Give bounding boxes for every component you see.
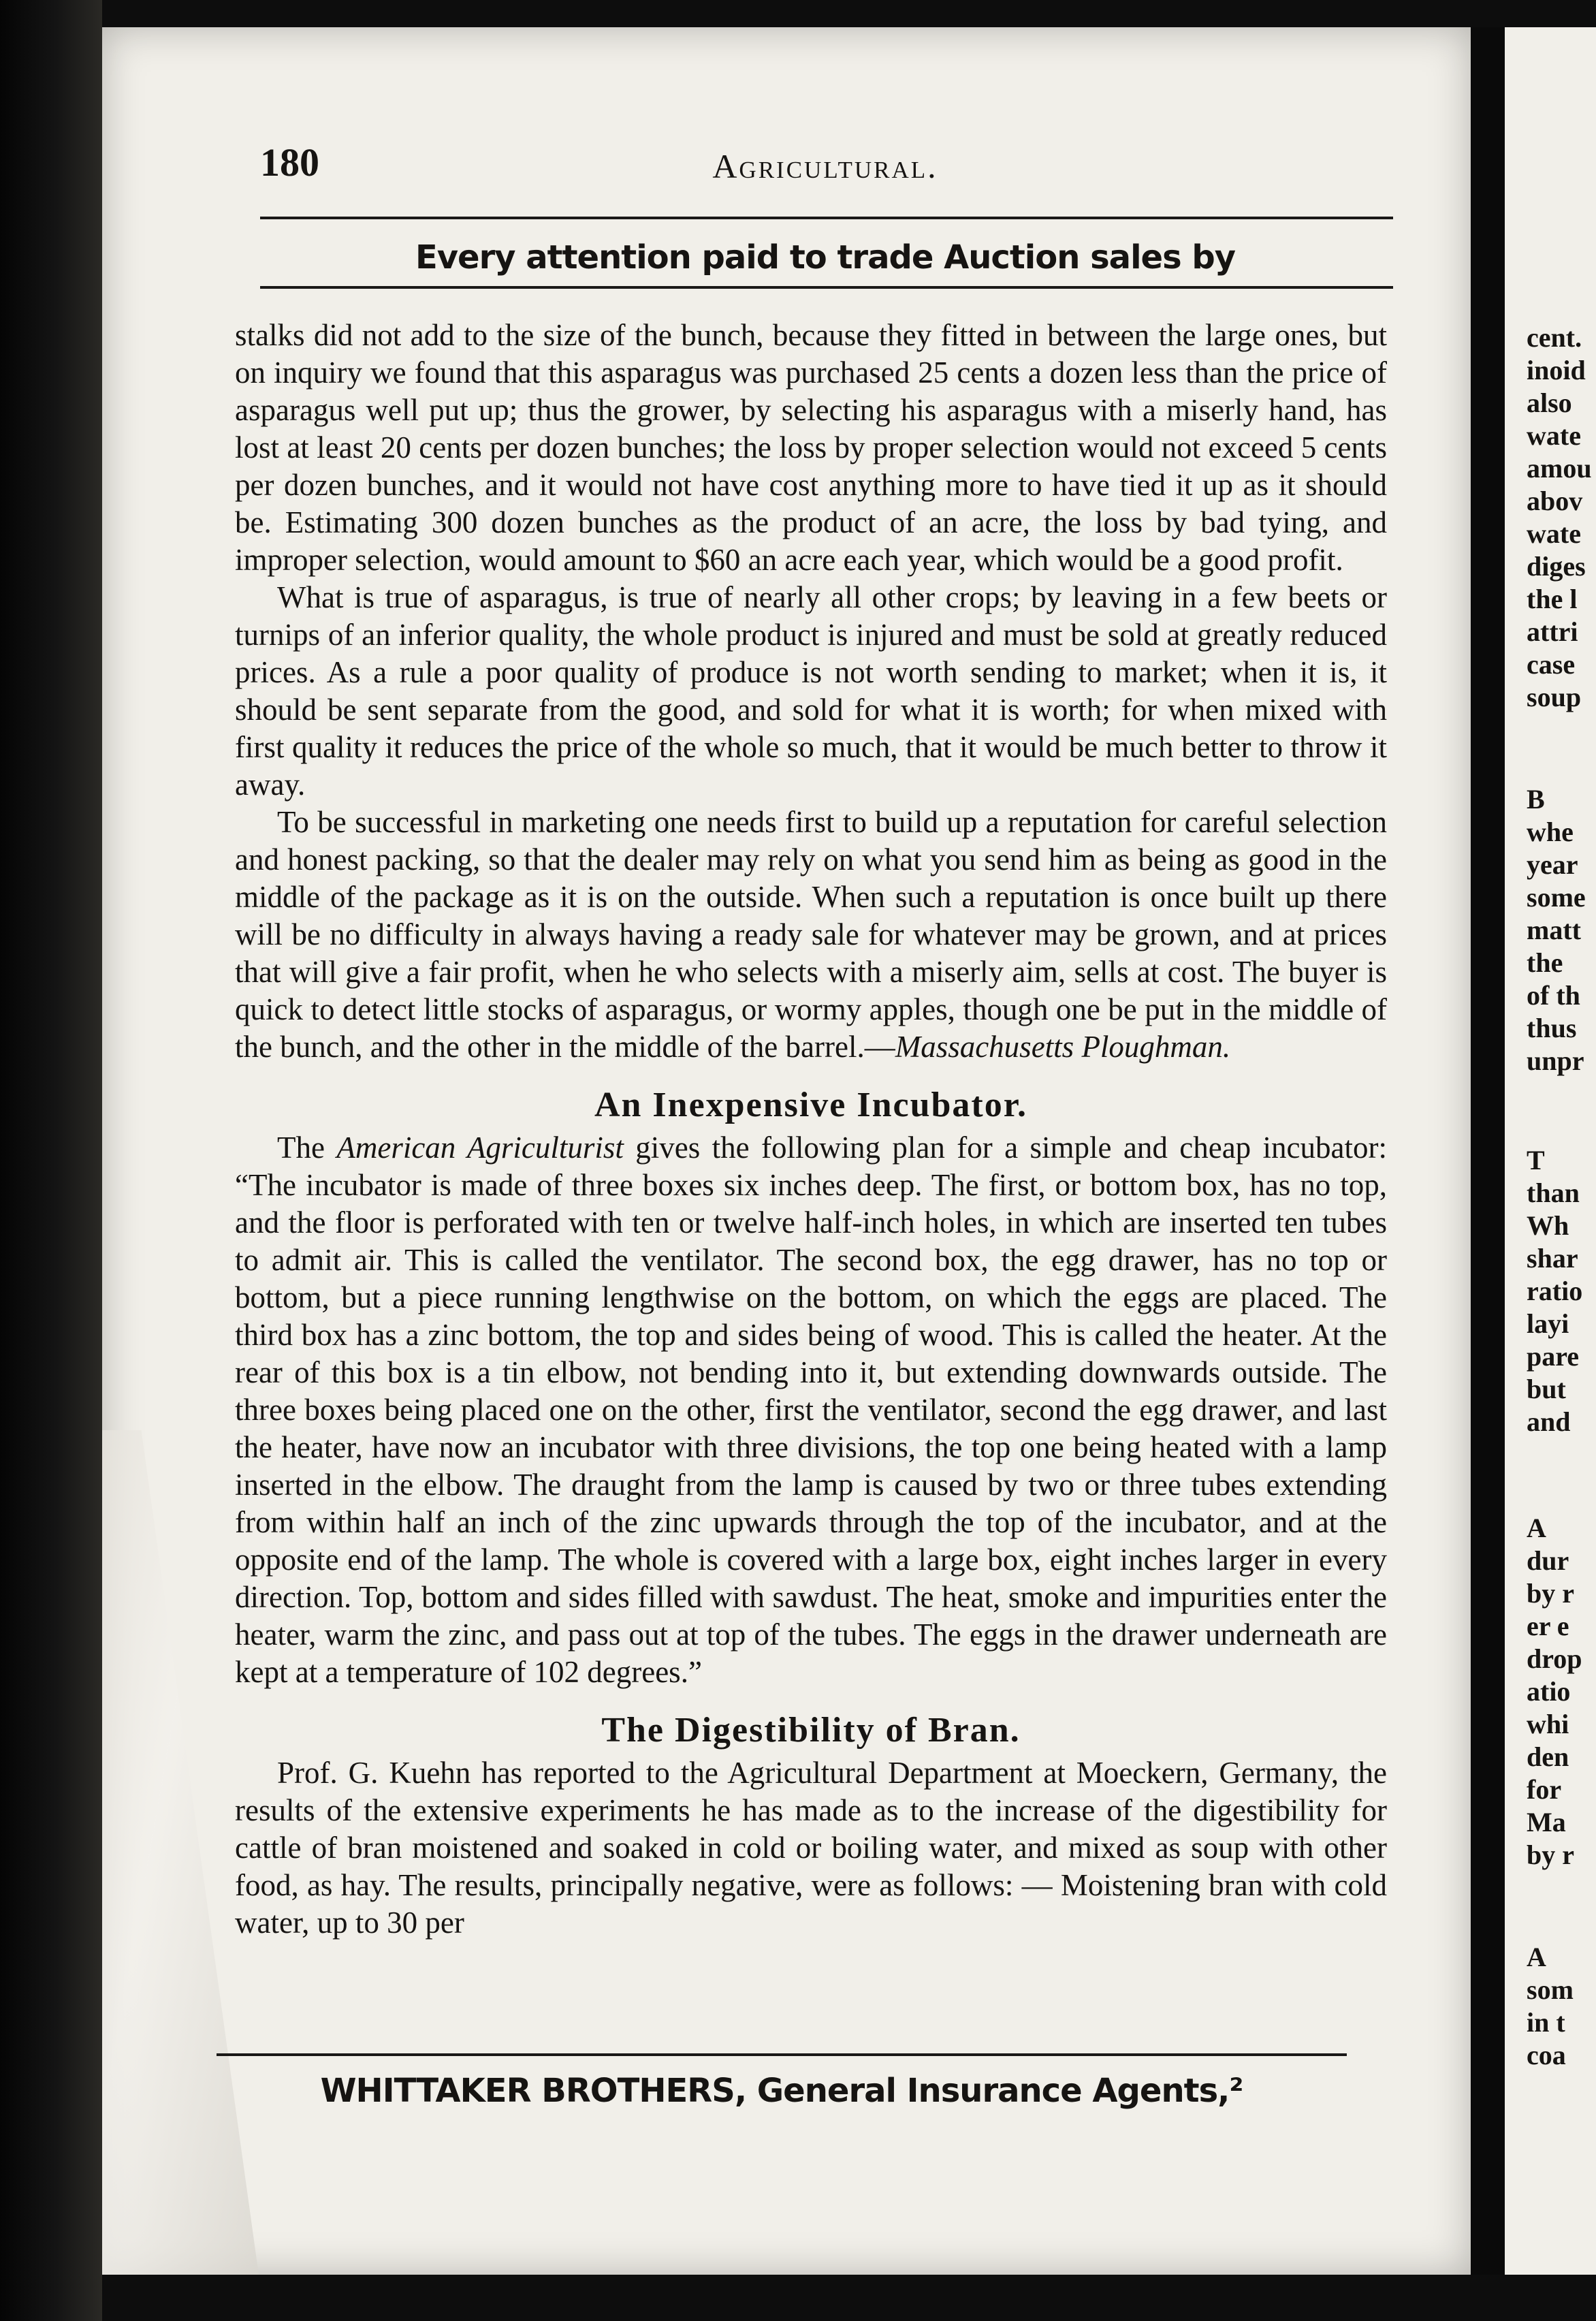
adjacent-fragment: for	[1527, 1774, 1562, 1805]
running-head: Agricultural.	[712, 147, 938, 185]
header-rule-top	[260, 217, 1393, 219]
adjacent-fragment: diges	[1527, 551, 1586, 582]
adjacent-fragment: den	[1527, 1741, 1569, 1772]
adjacent-fragment: the l	[1527, 584, 1578, 614]
adjacent-fragment: case	[1527, 649, 1576, 680]
book-gutter	[1471, 27, 1505, 2275]
adjacent-fragment: in t	[1527, 2007, 1565, 2038]
adjacent-fragment: ratio	[1527, 1276, 1583, 1306]
adjacent-fragment: atio	[1527, 1676, 1571, 1707]
scan-border-left	[0, 0, 102, 2321]
adjacent-fragment: whe	[1527, 817, 1574, 847]
top-advertisement: Every attention paid to trade Auction sales by	[415, 238, 1236, 277]
adjacent-fragment: soup	[1527, 682, 1582, 712]
adjacent-fragment: layi	[1527, 1308, 1569, 1339]
asparagus-paragraph-2: What is true of asparagus, is true of nearly all other crops; by leaving in a few beets or turnips of an inferior quality, the whole product is injured and must be sold at greatly reduced prices. As a rule a poor quality of produce is not worth sending to market; when it is, it should be sent separate from the good, and sold for what it is worth; for when mixed with first quality it reduces the price of the whole so much, that it would be much better to throw it away.	[235, 580, 1387, 802]
adjacent-fragment: Wh	[1527, 1210, 1569, 1241]
bran-title: The Digestibility of Bran.	[601, 1711, 1021, 1750]
adjacent-page-strip	[1505, 27, 1596, 2275]
adjacent-fragment: coa	[1527, 2040, 1566, 2070]
adjacent-fragment: by r	[1527, 1840, 1574, 1870]
article-body	[235, 317, 1387, 1942]
adjacent-fragment: abov	[1527, 486, 1583, 516]
page-number: 180	[260, 140, 319, 185]
adjacent-fragment: some	[1527, 882, 1586, 913]
adjacent-fragment: the	[1527, 947, 1563, 978]
adjacent-fragment: year	[1527, 849, 1578, 880]
incubator-lead: The	[277, 1131, 337, 1165]
adjacent-fragment: but	[1527, 1374, 1566, 1404]
adjacent-fragment: inoid	[1527, 355, 1586, 385]
adjacent-fragment: pare	[1527, 1341, 1580, 1372]
adjacent-fragment: and	[1527, 1406, 1571, 1437]
incubator-text: gives the following plan for a simple and cheap incubator: “The incubator is made of three boxes six inches deep. The first, or bottom box, has no top, and the floor is perforated with ten or twelve half-inch holes, in which are inserted ten tubes to admit air. This is called the ventilator. The second box, the egg drawer, has no top or bottom, but a piece running lengthwise on the bottom, on which the eggs are placed. The third box has a zinc bottom, the top and sides being of wood. This is called the heater. At the rear of this box is a tin elbow, not bending into it, but extending downwards outside. The three boxes being placed one on the other, first the ventilator, second the egg drawer, and last the heater, have now an incubator with three divisions, the top one being heated with a lamp inserted in the elbow. The draught from the lamp is caused by two or three tubes extending from within half an inch of the zinc upwards through the top of the incubator, and at the opposite end of the lamp. The whole is covered with a large box, eight inches larger in every direction. Top, bottom and sides filled with sawdust. The heat, smoke and impurities enter the heater, warm the zinc, and pass out at top of the tubes. The eggs in the drawer underneath are kept at a temperature of 102 degrees.”	[235, 1131, 1387, 1689]
adjacent-fragment: shar	[1527, 1243, 1578, 1274]
asparagus-paragraph-3-text: To be successful in marketing one needs first to build up a reputation for careful selection and honest packing, so that the dealer may rely on what you send him as being as good in the middle of the package as it is on the outside. When such a reputation is once built up there will be no difficulty in always having a ready sale for whatever may be grown, and at prices that will give a fair profit, when he who selects with a miserly aim, sells at cost. The buyer is quick to detect little stocks of asparagus, or wormy apples, though one be put in the middle of the bunch, and the other in the middle of the barrel.—	[235, 805, 1387, 1064]
footer-rule	[217, 2053, 1347, 2056]
adjacent-fragment: er e	[1527, 1611, 1569, 1641]
adjacent-fragment: A	[1527, 1942, 1546, 1972]
asparagus-paragraph-1: stalks did not add to the size of the bunch, because they fitted in between the large ones, but on inquiry we found that this asparagus was purchased 25 cents a dozen less than the price of asparagus well put up; thus the grower, by selecting his asparagus with a miserly hand, has lost at least 20 cents per dozen bunches; the loss by proper selection would not exceed 5 cents per dozen bunches, and it would not have cost anything more to have tied it up as it should be. Estimating 300 dozen bunches as the product of an acre, the loss by bad tying, and improper selection, would amount to $60 an acre each year, which would be a good profit.	[235, 318, 1387, 577]
adjacent-fragment: A	[1527, 1513, 1546, 1543]
asparagus-paragraph-3	[235, 804, 1387, 1066]
adjacent-fragment: amou	[1527, 453, 1592, 484]
adjacent-fragment: B	[1527, 784, 1545, 815]
adjacent-fragment: dur	[1527, 1545, 1569, 1576]
adjacent-fragment: unpr	[1527, 1045, 1584, 1076]
incubator-journal: American Agriculturist	[336, 1131, 624, 1165]
adjacent-fragment: som	[1527, 1974, 1574, 2005]
adjacent-fragment: whi	[1527, 1709, 1569, 1739]
adjacent-fragment: drop	[1527, 1643, 1582, 1674]
bottom-advertisement: WHITTAKER BROTHERS, General Insurance Agents,²	[320, 2072, 1243, 2110]
adjacent-fragment: Ma	[1527, 1807, 1566, 1837]
adjacent-fragment: matt	[1527, 915, 1581, 945]
asparagus-source: Massachusetts Ploughman.	[895, 1030, 1231, 1064]
adjacent-fragment: T	[1527, 1145, 1545, 1175]
adjacent-fragment: thus	[1527, 1013, 1577, 1043]
adjacent-fragment: also	[1527, 388, 1572, 418]
adjacent-fragment: wate	[1527, 420, 1581, 451]
incubator-title: An Inexpensive Incubator.	[594, 1086, 1028, 1124]
adjacent-fragment: by r	[1527, 1578, 1574, 1609]
adjacent-fragment: wate	[1527, 518, 1581, 549]
bran-paragraph: Prof. G. Kuehn has reported to the Agricultural Department at Moeckern, Germany, the results of the extensive experiments he has made as to the increase of the digestibility for cattle of bran moistened and soaked in cold or boiling water, and mixed as soup with other food, as hay. The results, principally negative, were as follows: — Moistening bran with cold water, up to 30 per	[235, 1756, 1387, 1940]
adjacent-fragment: than	[1527, 1178, 1580, 1208]
page-header	[260, 140, 1390, 187]
adjacent-fragment: attri	[1527, 616, 1578, 647]
adjacent-fragment: cent.	[1527, 322, 1582, 353]
adjacent-fragment: of th	[1527, 980, 1580, 1011]
incubator-paragraph	[235, 1129, 1387, 1691]
header-rule-bottom	[260, 286, 1393, 289]
